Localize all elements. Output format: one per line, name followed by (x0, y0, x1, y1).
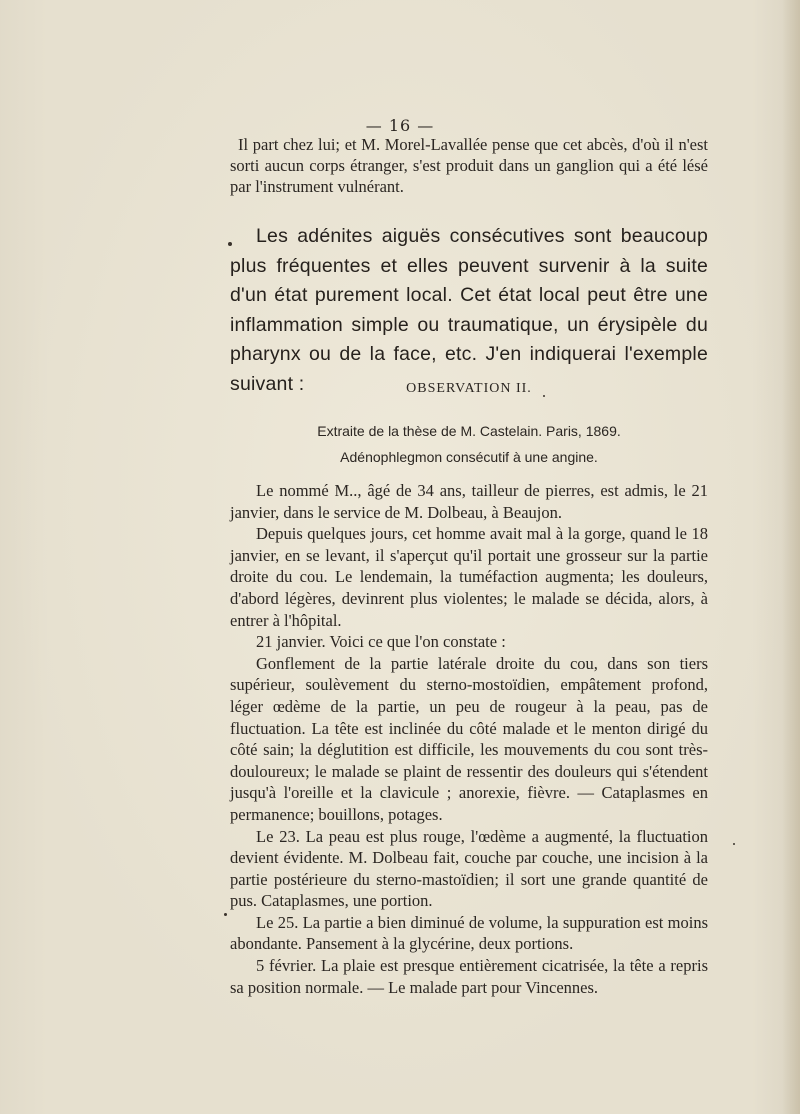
extract-line: Extraite de la thèse de M. Castelain. Paris, 1869. (317, 423, 621, 439)
ink-speck (224, 913, 227, 916)
observation-title: OBSERVATION II. (406, 381, 532, 396)
case-paragraph: 5 février. La plaie est presque entièrement cicatrisée, la tête a repris sa position normale. — Le malade part pour Vincennes. (230, 956, 708, 997)
page-edge-shadow (782, 0, 800, 1114)
ink-speck (228, 242, 232, 246)
main-paragraph: Les adénites aiguës consécutives sont beaucoup plus fréquentes et elles peuvent survenir à la suite d'un état purement local. Cet état local peut être une inflammation simple ou traumatique, un érysipèle du pharynx ou de la face, etc. J'en indiquerai l'exemple suivant : (230, 225, 708, 395)
page-number: — 16 — (365, 116, 435, 135)
case-title: Adénophlegmon consécutif à une angine. (340, 449, 598, 465)
case-paragraph: Gonflement de la partie latérale droite du cou, dans son tiers supérieur, soulèvement du sterno-mostoïdien, empâtement profond, léger œdème de la partie, un peu de rougeur à la peau, pas de fluctuation. La tête est inclinée du côté malade et le menton dirigé du côté sain; la déglutition est difficile, les mouvements du cou sont très-douloureux; le malade se plaint de ressentir des douleurs qui s'étendent jusqu'à l'oreille et la clavicule ; anorexie, fièvre. — Cataplasmes en permanence; bouillons, potages. (230, 653, 708, 824)
ink-speck (543, 395, 545, 397)
case-paragraph: Le 25. La partie a bien diminué de volume, la suppuration est moins abondante. Pansement à la glycérine, deux portions. (230, 912, 708, 954)
case-paragraph: 21 janvier. Voici ce que l'on constate : (256, 632, 506, 652)
case-paragraph: Depuis quelques jours, cet homme avait mal à la gorge, quand le 18 janvier, en se levant, il s'aperçut qu'il portait une grosseur sur la partie droite du cou. Le lendemain, la tuméfaction augmenta; les douleurs, d'abord légères, devinrent plus violentes; le malade se décida, alors, à entrer à l'hôpital. (230, 524, 708, 630)
case-paragraph: Le nommé M.., âgé de 34 ans, tailleur de pierres, est admis, le 21 janvier, dans le service de M. Dolbeau, à Beaujon. (230, 481, 708, 522)
intro-paragraph: Il part chez lui; et M. Morel-Lavallée pense que cet abcès, d'où il n'est sorti aucun corps étranger, s'est produit dans un ganglion qui a été lésé par l'instrument vulnérant. (230, 135, 708, 196)
ink-speck (733, 843, 735, 845)
case-paragraph: Le 23. La peau est plus rouge, l'œdème a augmenté, la fluctuation devient évidente. M. Dolbeau fait, couche par couche, une incision à la partie postérieure du sterno-mastoïdien; il sort une grande quantité de pus. Cataplasmes, une portion. (230, 826, 708, 911)
case-report (230, 480, 708, 998)
